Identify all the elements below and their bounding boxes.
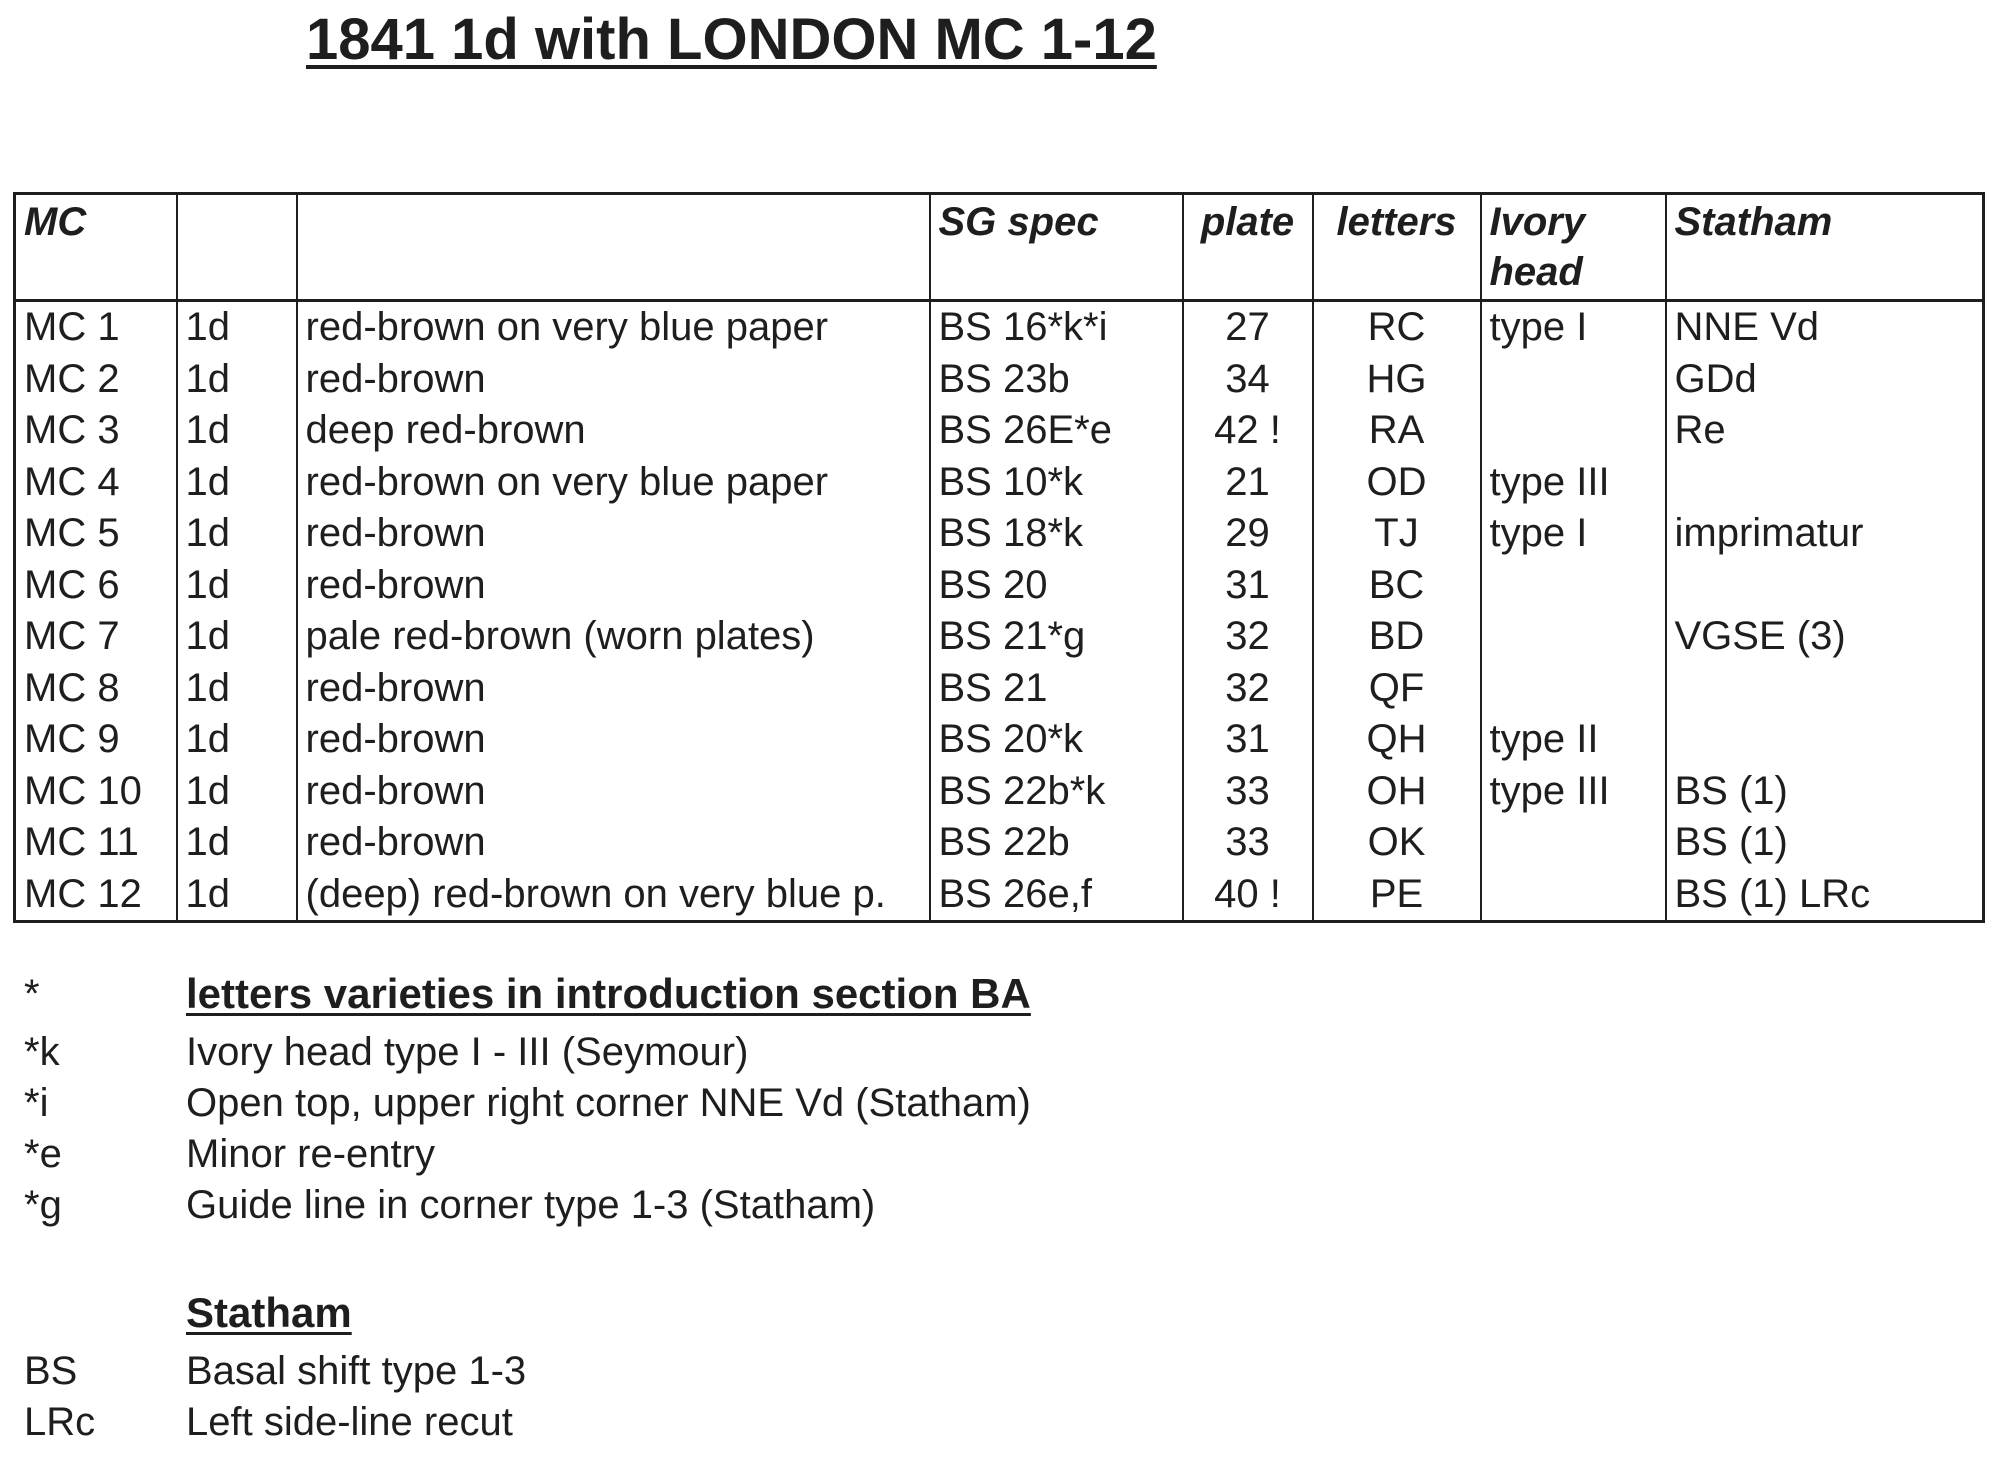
cell-statham: BS (1) LRc [1666, 869, 1984, 922]
cell-colour: red-brown [297, 508, 930, 560]
cell-value: 1d [177, 817, 297, 869]
cell-letters: RA [1313, 405, 1481, 457]
cell-statham [1666, 560, 1984, 612]
cell-sg-spec: BS 21 [930, 663, 1183, 715]
header-sg-spec: SG spec [930, 194, 1183, 301]
cell-letters: BC [1313, 560, 1481, 612]
cell-statham: Re [1666, 405, 1984, 457]
cell-colour: red-brown [297, 714, 930, 766]
cell-letters: OH [1313, 766, 1481, 818]
cell-value: 1d [177, 869, 297, 922]
statham-heading: Statham [186, 1289, 352, 1336]
cell-value: 1d [177, 405, 297, 457]
table-row [15, 714, 1984, 766]
cell-statham [1666, 714, 1984, 766]
table-row [15, 560, 1984, 612]
cell-sg-spec: BS 26e,f [930, 869, 1183, 922]
footnote-key: *g [24, 1183, 62, 1227]
cell-sg-spec: BS 22b*k [930, 766, 1183, 818]
statham-key: LRc [24, 1400, 96, 1444]
cell-colour: red-brown [297, 354, 930, 406]
cell-letters: OD [1313, 457, 1481, 509]
table-row [15, 869, 1984, 922]
cell-value: 1d [177, 508, 297, 560]
cell-sg-spec: BS 26E*e [930, 405, 1183, 457]
cell-plate: 31 [1183, 560, 1313, 612]
cell-letters: HG [1313, 354, 1481, 406]
table-header-row [15, 194, 1984, 301]
table-row [15, 663, 1984, 715]
cell-mc: MC 1 [15, 301, 177, 354]
cell-mc: MC 6 [15, 560, 177, 612]
cell-value: 1d [177, 714, 297, 766]
cell-statham: imprimatur [1666, 508, 1984, 560]
page-title: 1841 1d with LONDON MC 1-12 [306, 7, 1157, 72]
cell-mc: MC 10 [15, 766, 177, 818]
cell-value: 1d [177, 354, 297, 406]
table-row [15, 457, 1984, 509]
footnote-text: Minor re-entry [186, 1132, 435, 1176]
cell-letters: QH [1313, 714, 1481, 766]
table-row [15, 508, 1984, 560]
cell-colour: red-brown [297, 817, 930, 869]
cell-plate: 32 [1183, 663, 1313, 715]
header-mc: MC [15, 194, 177, 301]
footnote-text: Ivory head type I - III (Seymour) [186, 1030, 749, 1074]
cell-mc: MC 11 [15, 817, 177, 869]
statham-text: Basal shift type 1-3 [186, 1349, 527, 1393]
cell-mc: MC 12 [15, 869, 177, 922]
cell-sg-spec: BS 20*k [930, 714, 1183, 766]
cell-ivory-head: type II [1481, 714, 1666, 766]
cell-ivory-head: type I [1481, 301, 1666, 354]
table-body [15, 301, 1984, 922]
cell-colour: red-brown [297, 560, 930, 612]
cell-sg-spec: BS 21*g [930, 611, 1183, 663]
cell-mc: MC 7 [15, 611, 177, 663]
cell-colour: deep red-brown [297, 405, 930, 457]
cell-statham [1666, 457, 1984, 509]
footnote-key: *e [24, 1132, 62, 1176]
table-row [15, 817, 1984, 869]
cell-letters: QF [1313, 663, 1481, 715]
header-ivory-head: Ivory head [1481, 194, 1666, 301]
cell-ivory-head [1481, 560, 1666, 612]
cell-plate: 33 [1183, 817, 1313, 869]
cell-colour: red-brown on very blue paper [297, 301, 930, 354]
cell-sg-spec: BS 22b [930, 817, 1183, 869]
cell-colour: pale red-brown (worn plates) [297, 611, 930, 663]
cell-mc: MC 9 [15, 714, 177, 766]
cell-value: 1d [177, 301, 297, 354]
cell-value: 1d [177, 457, 297, 509]
cell-plate: 40 ! [1183, 869, 1313, 922]
cell-statham: BS (1) [1666, 817, 1984, 869]
cell-letters: RC [1313, 301, 1481, 354]
table-row [15, 354, 1984, 406]
cell-plate: 33 [1183, 766, 1313, 818]
cell-statham: GDd [1666, 354, 1984, 406]
cell-value: 1d [177, 766, 297, 818]
mc-table [13, 192, 1985, 923]
table-row [15, 301, 1984, 354]
cell-sg-spec: BS 16*k*i [930, 301, 1183, 354]
cell-plate: 42 ! [1183, 405, 1313, 457]
cell-plate: 31 [1183, 714, 1313, 766]
cell-plate: 34 [1183, 354, 1313, 406]
cell-mc: MC 3 [15, 405, 177, 457]
cell-plate: 32 [1183, 611, 1313, 663]
table-row [15, 766, 1984, 818]
footnote-text: Open top, upper right corner NNE Vd (Statham) [186, 1081, 1031, 1125]
cell-sg-spec: BS 10*k [930, 457, 1183, 509]
cell-colour: (deep) red-brown on very blue p. [297, 869, 930, 922]
statham-key: BS [24, 1349, 78, 1393]
cell-mc: MC 2 [15, 354, 177, 406]
cell-plate: 29 [1183, 508, 1313, 560]
cell-letters: BD [1313, 611, 1481, 663]
cell-letters: PE [1313, 869, 1481, 922]
table-row [15, 611, 1984, 663]
footnote-key: *k [24, 1030, 60, 1074]
header-statham: Statham [1666, 194, 1984, 301]
header-value [177, 194, 297, 301]
cell-statham: NNE Vd [1666, 301, 1984, 354]
cell-sg-spec: BS 20 [930, 560, 1183, 612]
cell-letters: TJ [1313, 508, 1481, 560]
cell-plate: 27 [1183, 301, 1313, 354]
cell-sg-spec: BS 23b [930, 354, 1183, 406]
cell-colour: red-brown [297, 663, 930, 715]
cell-mc: MC 8 [15, 663, 177, 715]
cell-ivory-head: type III [1481, 457, 1666, 509]
cell-value: 1d [177, 663, 297, 715]
footnote-heading: letters varieties in introduction section BA [186, 970, 1031, 1017]
cell-ivory-head [1481, 869, 1666, 922]
table-row [15, 405, 1984, 457]
cell-ivory-head: type III [1481, 766, 1666, 818]
cell-statham [1666, 663, 1984, 715]
footnote-text: Guide line in corner type 1-3 (Statham) [186, 1183, 876, 1227]
cell-letters: OK [1313, 817, 1481, 869]
cell-colour: red-brown [297, 766, 930, 818]
header-plate: plate [1183, 194, 1313, 301]
cell-ivory-head: type I [1481, 508, 1666, 560]
cell-ivory-head [1481, 354, 1666, 406]
cell-ivory-head [1481, 817, 1666, 869]
cell-ivory-head [1481, 663, 1666, 715]
statham-text: Left side-line recut [186, 1400, 513, 1444]
footnote-marker: * [24, 972, 40, 1016]
cell-mc: MC 4 [15, 457, 177, 509]
cell-ivory-head [1481, 611, 1666, 663]
cell-sg-spec: BS 18*k [930, 508, 1183, 560]
cell-value: 1d [177, 560, 297, 612]
cell-ivory-head [1481, 405, 1666, 457]
cell-value: 1d [177, 611, 297, 663]
cell-statham: VGSE (3) [1666, 611, 1984, 663]
header-letters: letters [1313, 194, 1481, 301]
cell-plate: 21 [1183, 457, 1313, 509]
footnote-key: *i [24, 1081, 49, 1125]
header-colour [297, 194, 930, 301]
cell-colour: red-brown on very blue paper [297, 457, 930, 509]
cell-statham: BS (1) [1666, 766, 1984, 818]
cell-mc: MC 5 [15, 508, 177, 560]
